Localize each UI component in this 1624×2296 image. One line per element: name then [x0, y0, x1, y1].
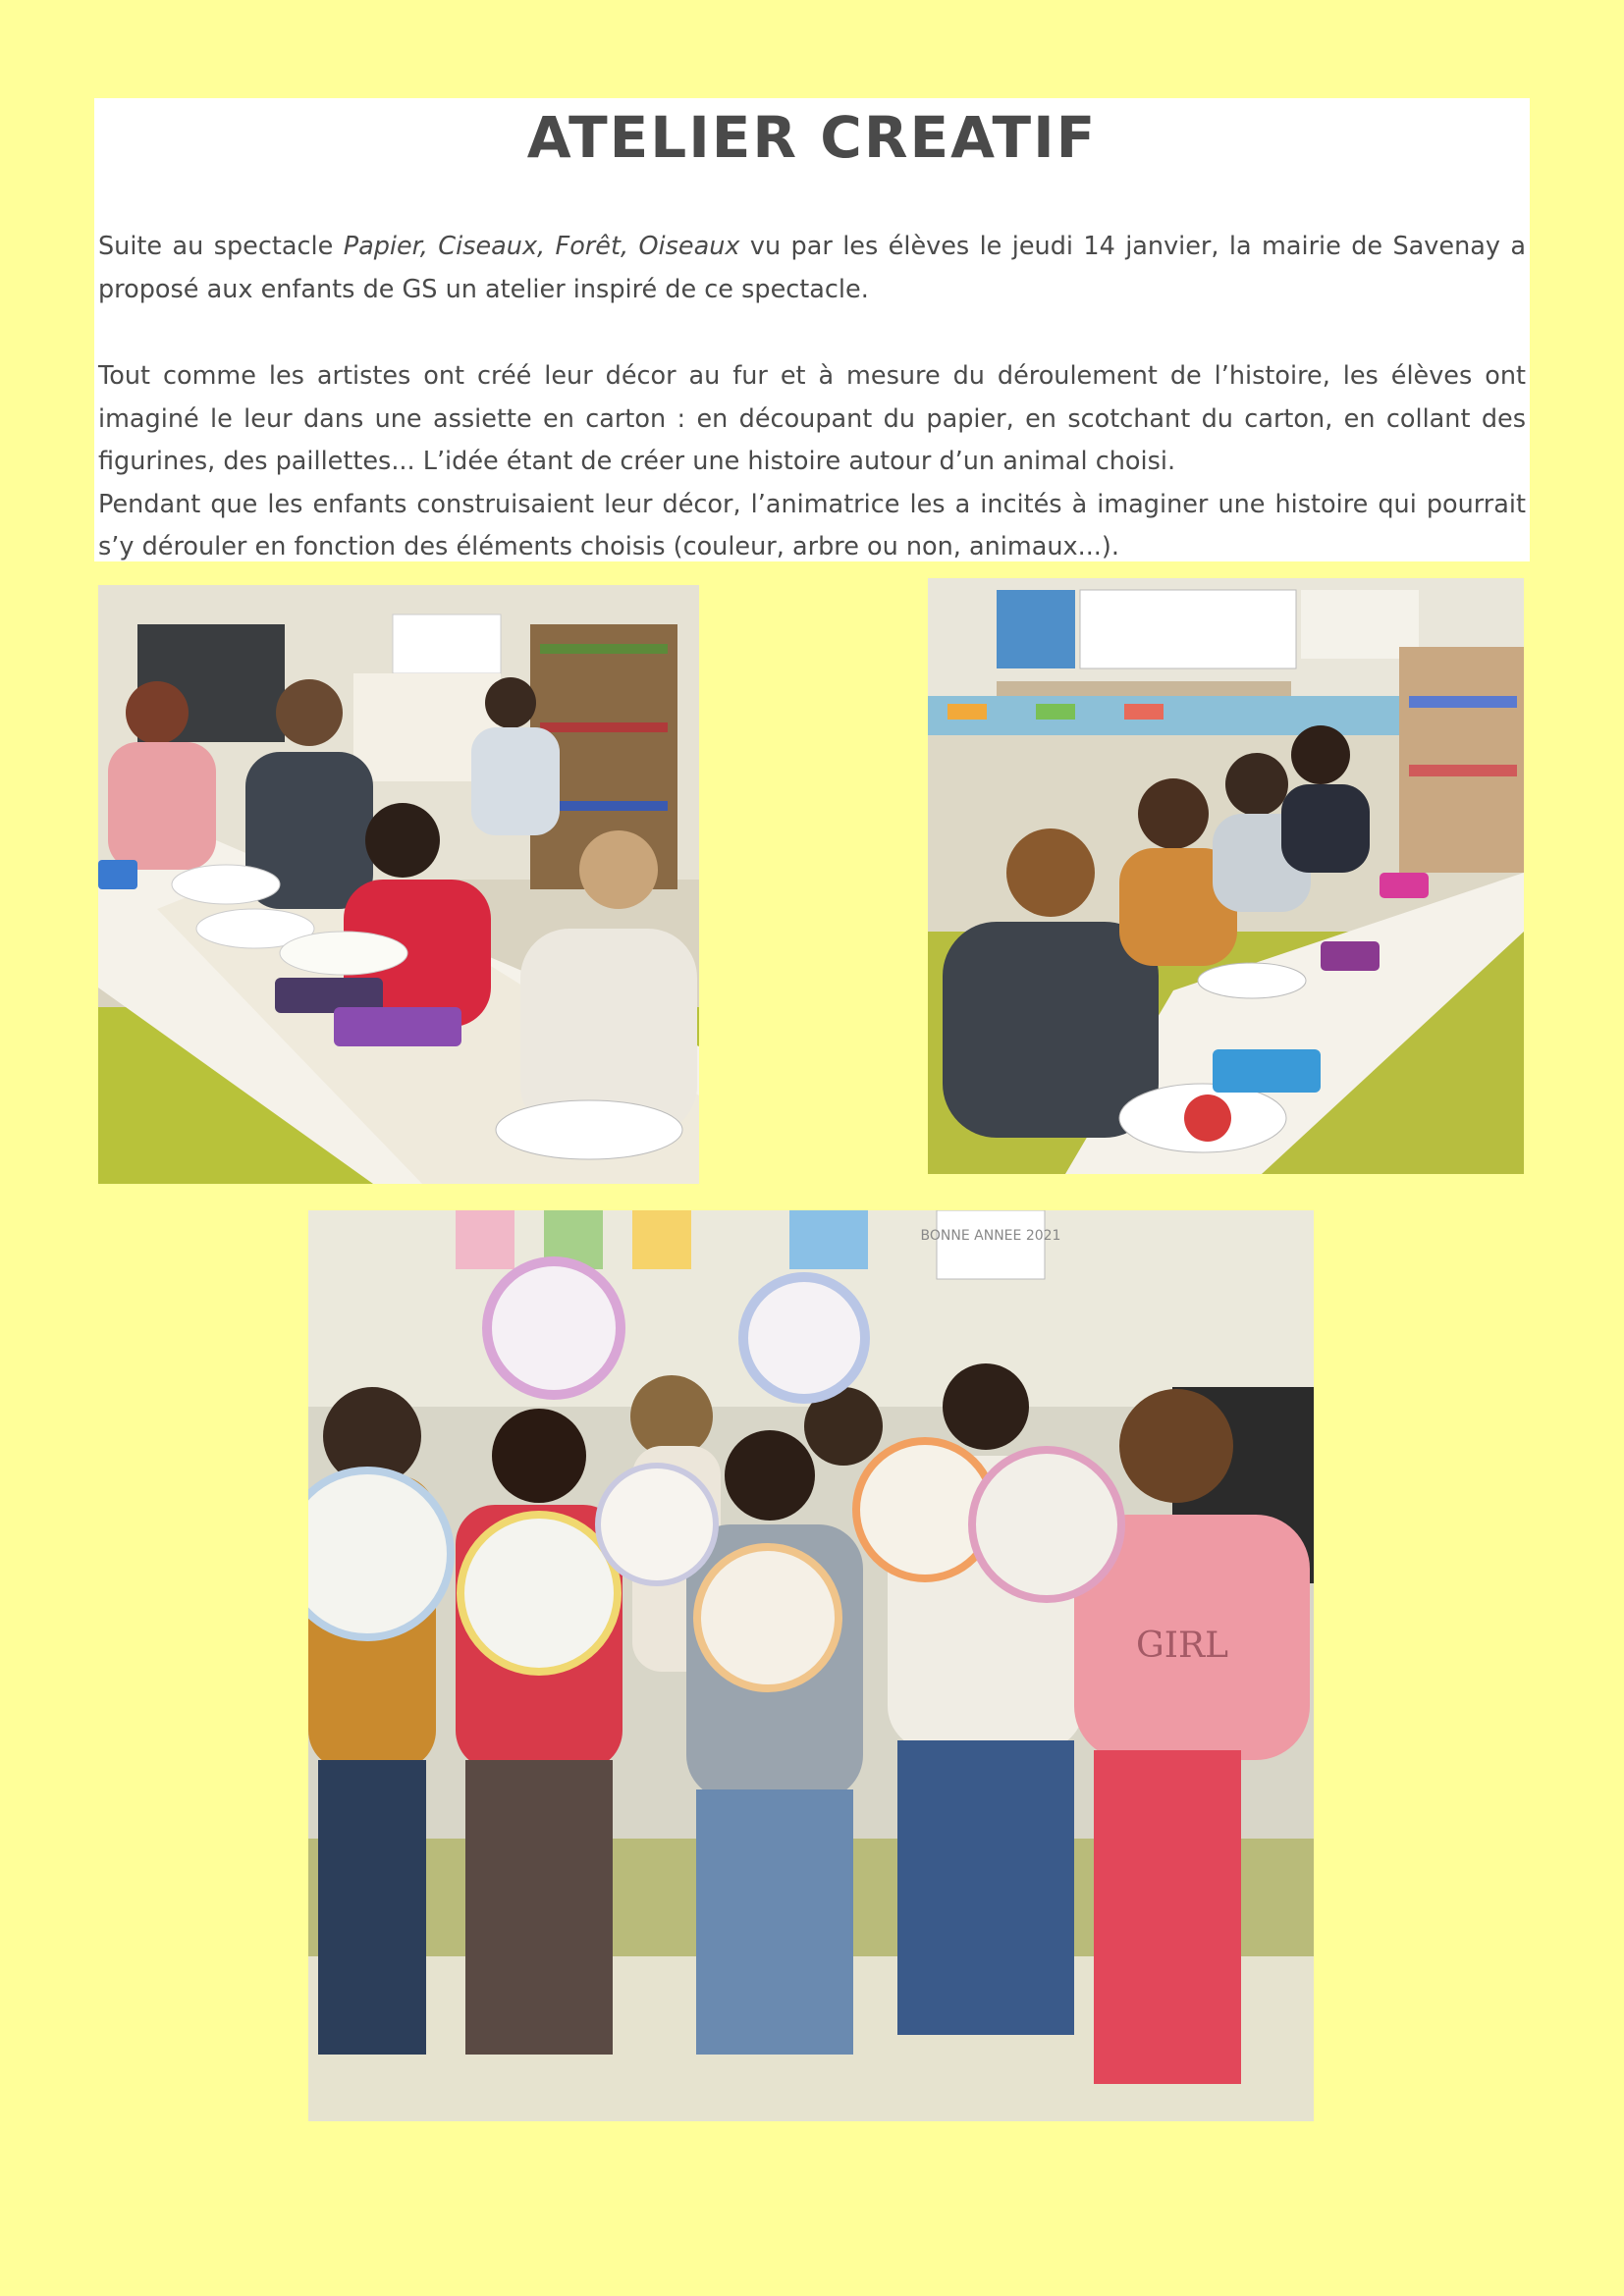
photo-children-at-table-right: [928, 578, 1524, 1174]
page-title: ATELIER CREATIF: [526, 104, 1098, 171]
paragraph-body: [98, 355, 1526, 569]
paragraph-intro: [98, 226, 1526, 311]
intro-after: vu par les élèves le jeudi 14 janvier, la mairie de Savenay a proposé aux enfants de GS un atelier inspiré de ce spectacle.: [98, 232, 1526, 304]
show-title: Papier, Ciseaux, Forêt, Oiseaux: [343, 232, 740, 261]
poster-text: BONNE ANNEE 2021: [920, 1228, 1061, 1244]
paragraph-decor: Tout comme les artistes ont créé leur décor au fur et à mesure du déroulement de l’histoire, les élèves ont imaginé le leur dans une assiette en carton : en découpant du papier, en scotchant du carton, en collant des figurines, des paillettes... L’idée étant de créer une histoire autour d’un animal choisi.: [98, 361, 1526, 476]
intro-before: Suite au spectacle: [98, 232, 344, 261]
text-panel: [94, 98, 1530, 561]
sweater-text: GIRL: [1136, 1626, 1228, 1666]
photo-children-at-table-left: [98, 585, 699, 1184]
paragraph-story: Pendant que les enfants construisaient leur décor, l’animatrice les a incités à imaginer une histoire qui pourrait s’y dérouler en fonction des éléments choisis (couleur, arbre ou non, animaux...).: [98, 489, 1526, 561]
photo-group-with-plates: [308, 1210, 1314, 2121]
